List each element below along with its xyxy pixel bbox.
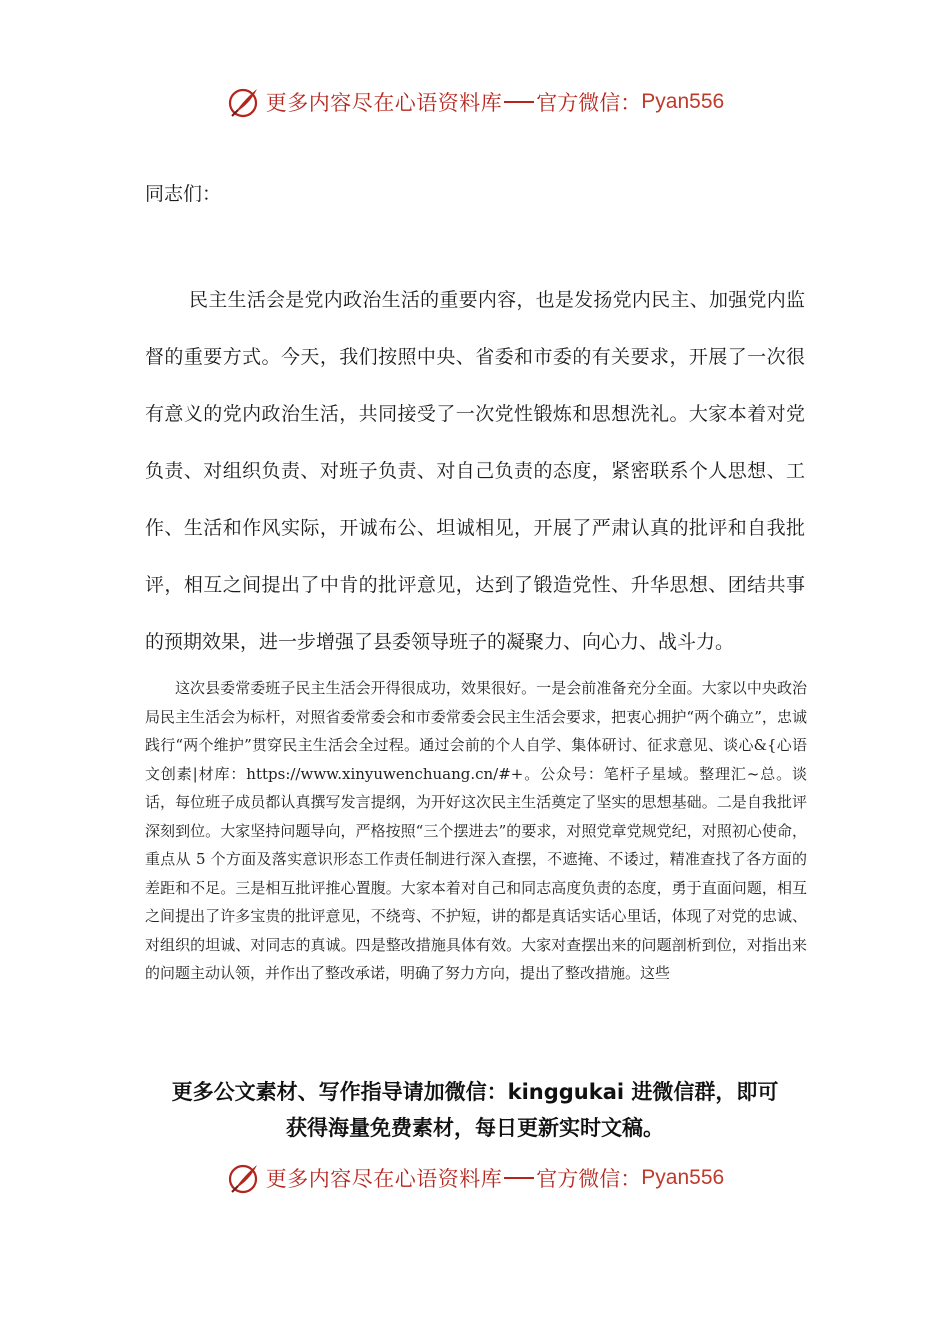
footer-banner xyxy=(0,1158,950,1198)
promo-notice xyxy=(120,1074,830,1146)
quill-logo-icon xyxy=(226,1160,262,1196)
banner-site-text: 更多内容尽在心语资料库 xyxy=(265,1167,503,1191)
banner-wechat-handle: Pyan556 xyxy=(641,90,725,113)
banner-label: 官方微信： xyxy=(536,1167,642,1191)
salutation: 同志们： xyxy=(145,183,222,205)
banner-wechat-handle: Pyan556 xyxy=(641,1166,725,1189)
banner-label: 官方微信： xyxy=(536,91,642,115)
promo-line-2: 获得海量免费素材，每日更新实时文稿。 xyxy=(286,1116,664,1140)
banner-site-text: 更多内容尽在心语资料库 xyxy=(265,91,503,115)
intro-paragraph: 民主生活会是党内政治生活的重要内容，也是发扬党内民主、加强党内监督的重要方式。今天，我们按照中央、省委和市委的有关要求，开展了一次很有意义的党内政治生活，共同接受了一次党性锻炼和思想洗礼。大家本着对党负责、对组织负责、对班子负责、对自己负责的态度，紧密联系个人思想、工作、生活和作风实际，开诚布公、坦诚相见，开展了严肃认真的批评和自我批评，相互之间提出了中肯的批评意见，达到了锻造党性、升华思想、团结共事的预期效果，进一步增强了县委领导班子的凝聚力、向心力、战斗力。 xyxy=(145,289,805,653)
promo-line-1: 更多公文素材、写作指导请加微信：kinggukai 进微信群，即可 xyxy=(171,1080,779,1104)
quill-logo-icon xyxy=(226,84,262,120)
banner-dash xyxy=(504,1177,534,1179)
header-banner xyxy=(0,82,950,122)
banner-dash xyxy=(504,101,534,103)
body-paragraph: 这次县委常委班子民主生活会开得很成功，效果很好。一是会前准备充分全面。大家以中央政治局民主生活会为标杆，对照省委常委会和市委常委会民主生活会要求，把衷心拥护“两个确立”，忠诚践行“两个维护”贯穿民主生活会全过程。通过会前的个人自学、集体研讨、征求意见、谈心&{心语文创素|材库：https://www.xinyuwenchuang.cn/#+。公众号：笔杆子星域。整理汇~总。谈话，每位班子成员都认真撰写发言提纲，为开好这次民主生活奠定了坚实的思想基础。二是自我批评深刻到位。大家坚持问题导向，严格按照“三个摆进去”的要求，对照党章党规党纪，对照初心使命，重点从 5 个方面及落实意识形态工作责任制进行深入查摆，不遮掩、不诿过，精准查找了各方面的差距和不足。三是相互批评推心置腹。大家本着对自己和同志高度负责的态度，勇于直面问题，相互之间提出了许多宝贵的批评意见，不绕弯、不护短，讲的都是真话实话心里话，体现了对党的忠诚、对组织的坦诚、对同志的真诚。四是整改措施具体有效。大家对查摆出来的问题剖析到位，对指出来的问题主动认领，并作出了整改承诺，明确了努力方向，提出了整改措施。这些 xyxy=(145,679,807,982)
